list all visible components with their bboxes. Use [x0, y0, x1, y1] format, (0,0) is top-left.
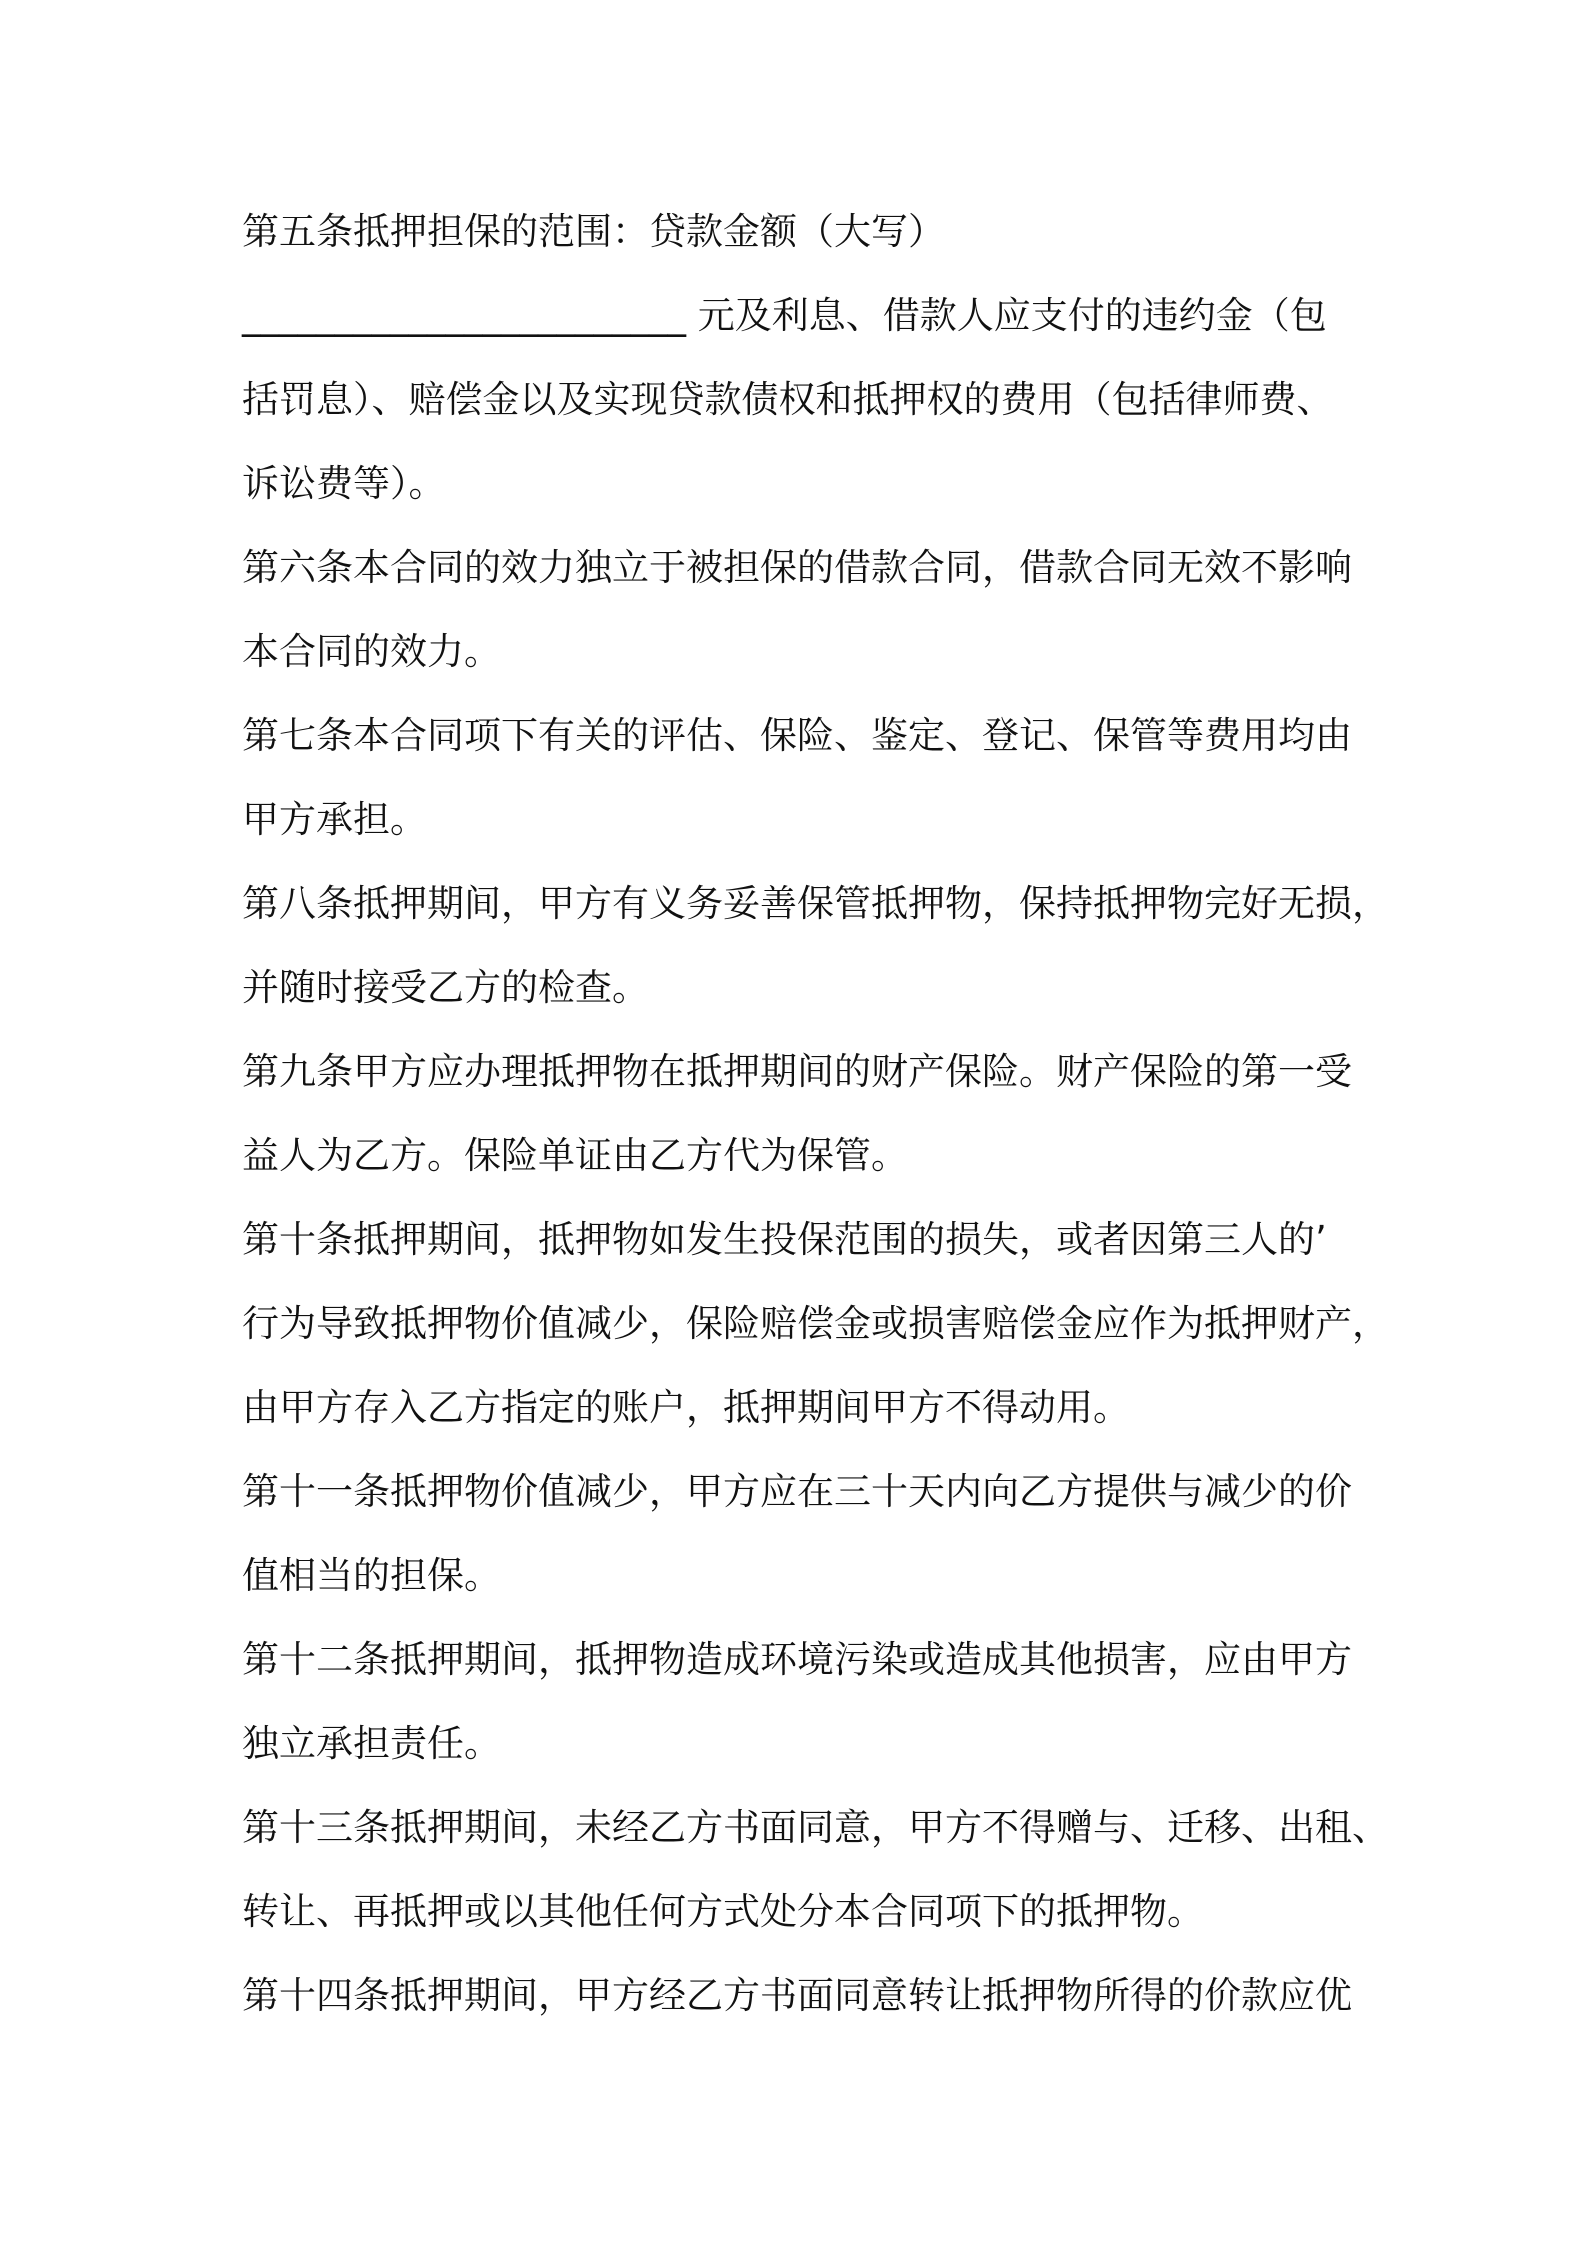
text-line: ________________________ 元及利息、借款人应支付的违约金（包: [242, 294, 1327, 337]
text-line: 甲方承担。: [242, 798, 427, 841]
text-line: 第十二条抵押期间，抵押物造成环境污染或造成其他损害，应由甲方: [242, 1638, 1352, 1681]
text-line: 转让、再抵押或以其他任何方式处分本合同项下的抵押物。: [242, 1890, 1204, 1933]
text-line: 第七条本合同项下有关的评估、保险、鉴定、登记、保管等费用均由: [242, 714, 1352, 757]
text-line: 诉讼费等）。: [242, 462, 446, 505]
text-line: 值相当的担保。: [242, 1554, 501, 1597]
text-line: 第九条甲方应办理抵押物在抵押期间的财产保险。财产保险的第一受: [242, 1050, 1352, 1093]
text-line: 第八条抵押期间，甲方有义务妥善保管抵押物，保持抵押物完好无损，: [242, 882, 1389, 925]
text-line: 益人为乙方。保险单证由乙方代为保管。: [242, 1134, 908, 1177]
text-line: 第十一条抵押物价值减少，甲方应在三十天内向乙方提供与减少的价: [242, 1470, 1352, 1513]
text-line: 第十四条抵押期间，甲方经乙方书面同意转让抵押物所得的价款应优: [242, 1974, 1352, 2017]
text-line: 独立承担责任。: [242, 1722, 501, 1765]
text-line: 括罚息）、赔偿金以及实现贷款债权和抵押权的费用（包括律师费、: [242, 378, 1334, 421]
text-line: 并随时接受乙方的检查。: [242, 966, 649, 1009]
text-line: 第十三条抵押期间，未经乙方书面同意，甲方不得赠与、迁移、出租、: [242, 1806, 1389, 1849]
text-line: 第六条本合同的效力独立于被担保的借款合同，借款合同无效不影响: [242, 546, 1352, 589]
text-line: 行为导致抵押物价值减少，保险赔偿金或损害赔偿金应作为抵押财产，: [242, 1302, 1389, 1345]
text-line: 第十条抵押期间，抵押物如发生投保范围的损失，或者因第三人的’: [242, 1218, 1327, 1261]
text-line: 第五条抵押担保的范围：贷款金额（大写）: [242, 210, 945, 253]
contract-text: [242, 190, 1389, 2038]
text-line: 由甲方存入乙方指定的账户，抵押期间甲方不得动用。: [242, 1386, 1130, 1429]
text-line: 本合同的效力。: [242, 630, 501, 673]
